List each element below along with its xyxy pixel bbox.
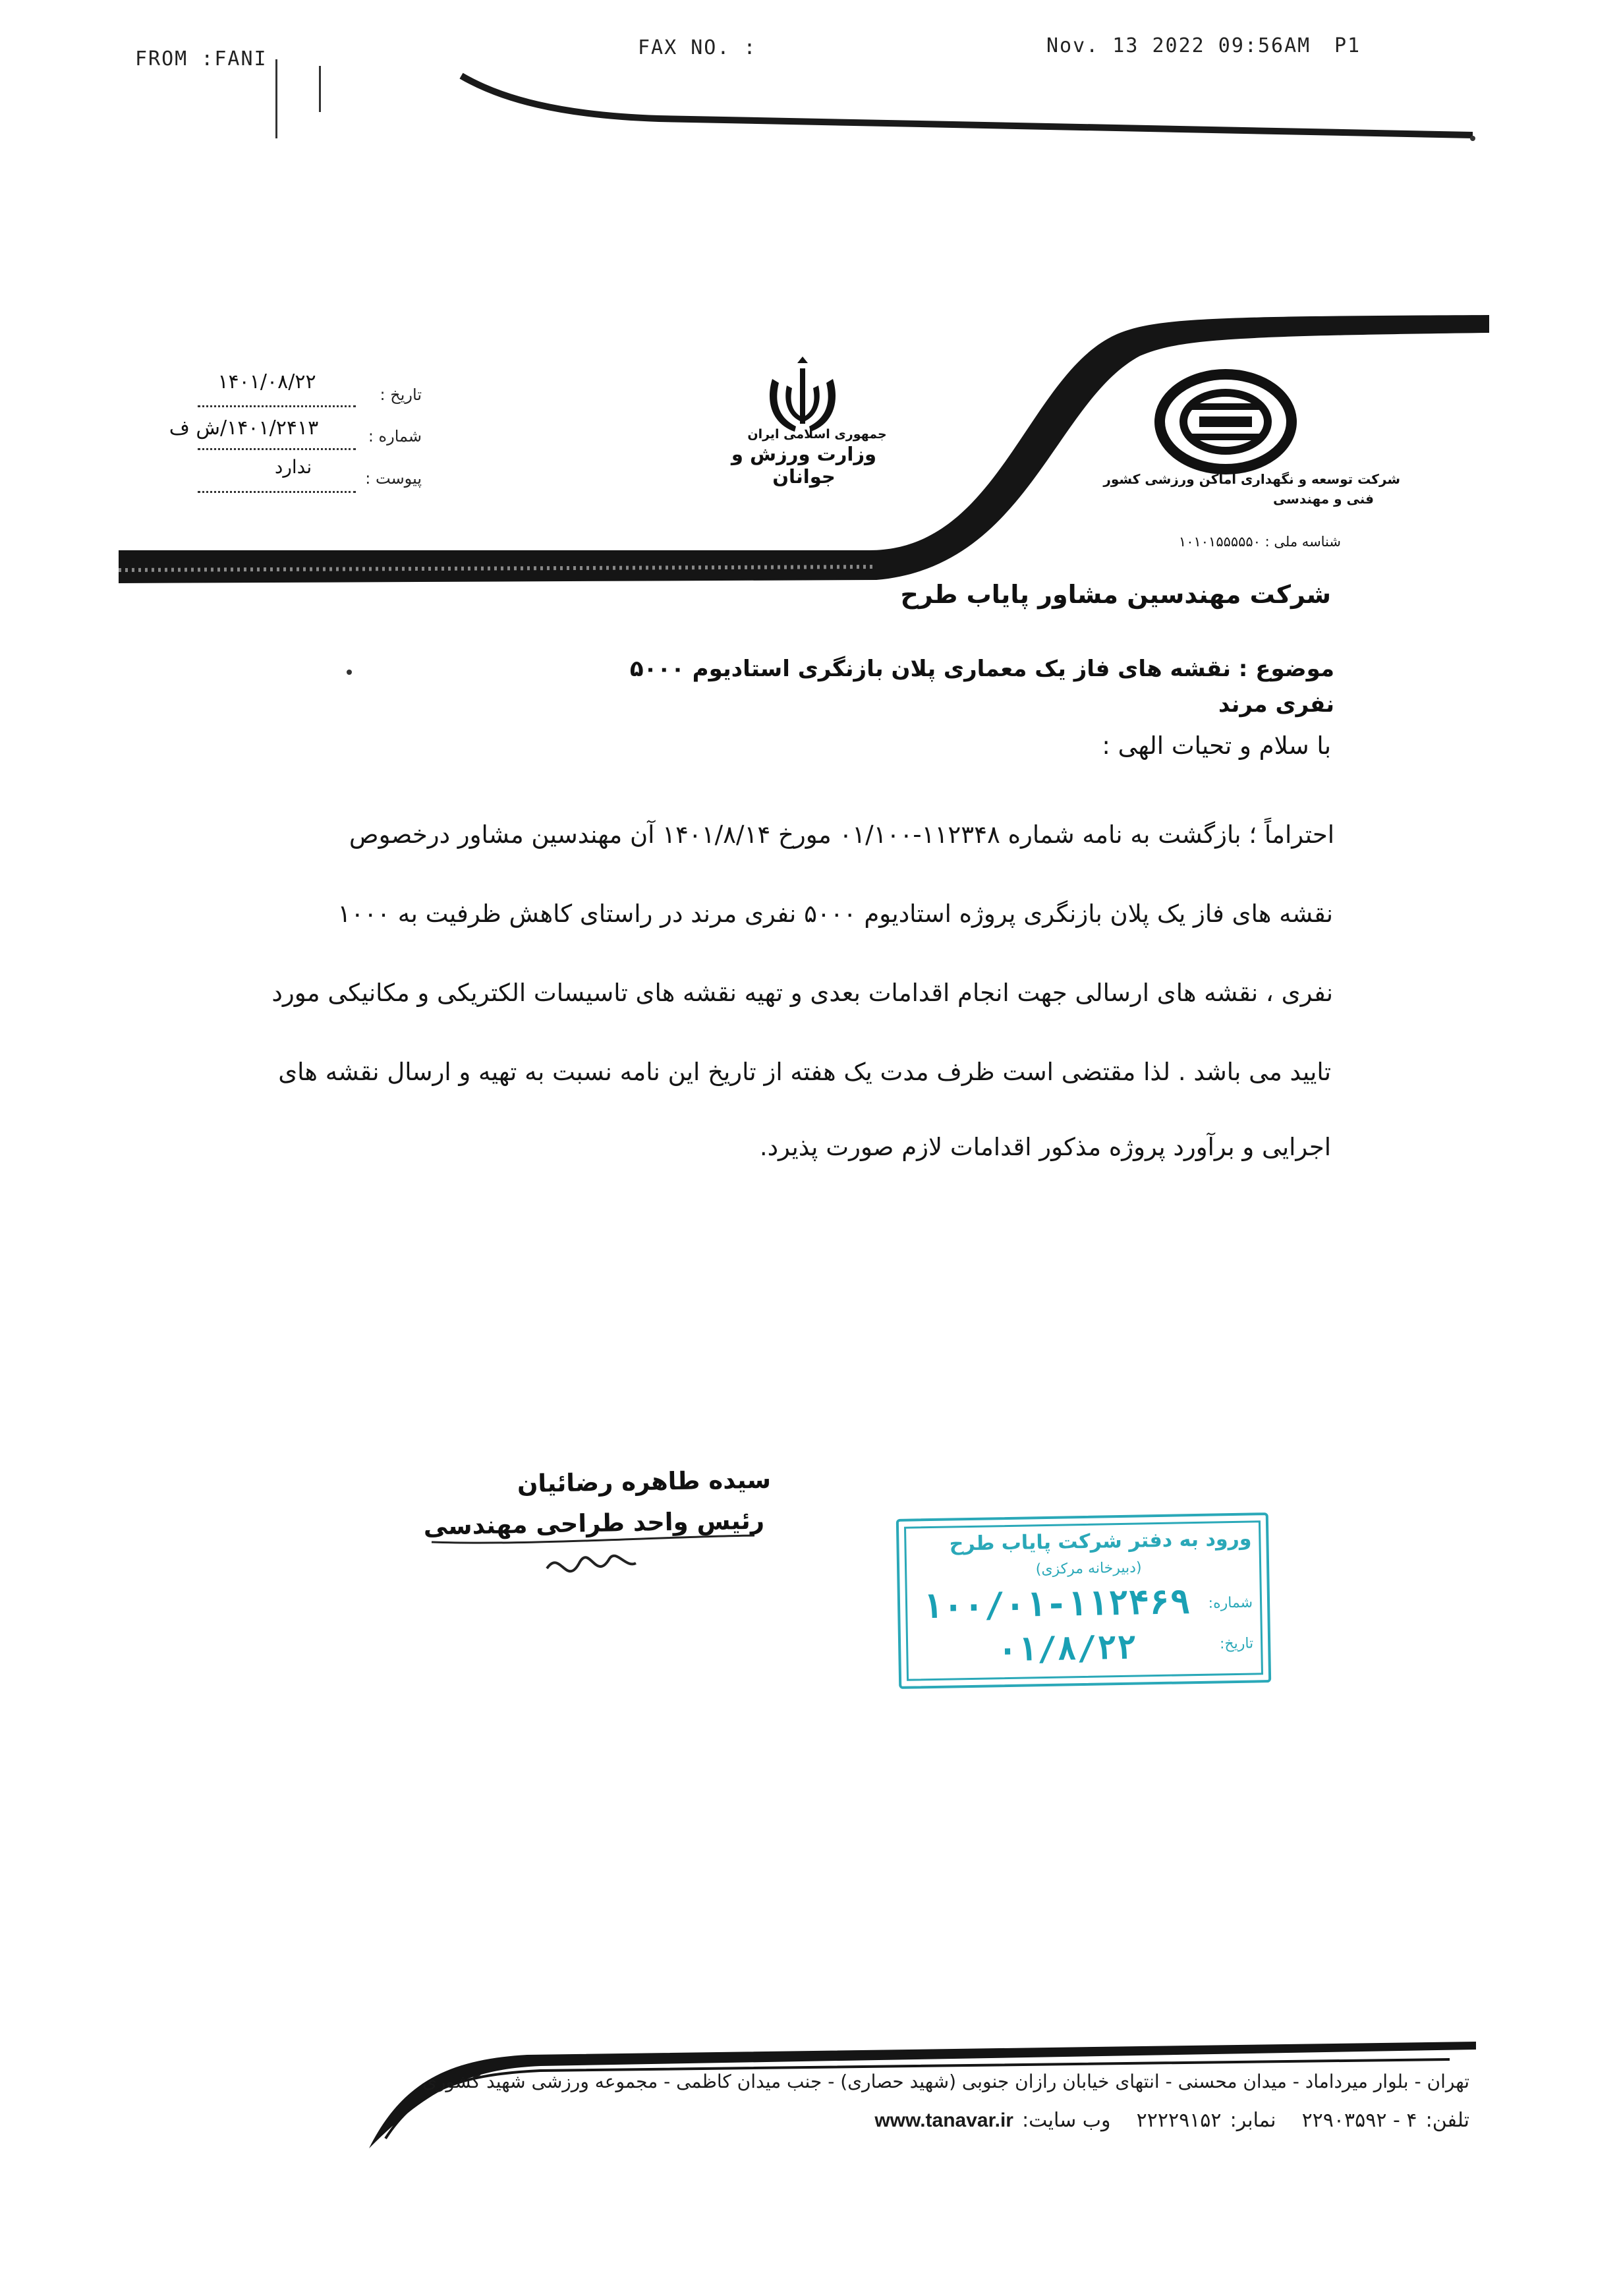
attachment-value: ندارد — [274, 456, 312, 478]
subject: موضوع : نقشه های فاز یک معماری پلان بازنگری استادیوم ۵۰۰۰ نفری مرند — [629, 656, 1334, 718]
body-line: نقشه های فاز یک پلان بازنگری پروژه استادیوم ۵۰۰۰ نفری مرند در راستای کاهش ظرفیت به ۱۰۰۰ — [337, 900, 1333, 928]
stamp-date-value: ۰۱/۸/۲۲ — [997, 1628, 1137, 1669]
ministry-name: وزارت ورزش و جوانان — [731, 443, 877, 488]
body-line: تایید می باشد . لذا مقتضی است ظرف مدت یک هفته از تاریخ این نامه نسبت به تهیه و ارسال نقشه های — [278, 1058, 1331, 1086]
fax-from: FROM :FANI — [135, 47, 268, 71]
fax-label: نمابر: — [1230, 2109, 1276, 2132]
national-id: شناسه ملی : ۱۰۱۰۱۵۵۵۵۵۰ — [1178, 534, 1341, 550]
date-value: ۱۴۰۱/۰۸/۲۲ — [217, 370, 316, 393]
footer-address: تهران - بلوار میرداماد - میدان محسنی - انتهای خیابان رازان جنوبی (شهید حصاری) - جنب میدان کاظمی - مجموعه ورزشی شهید کشوری — [422, 2071, 1469, 2092]
footer-contacts — [593, 2109, 1469, 2138]
stamp-subtitle: (دبیرخانه مرکزی) — [1035, 1559, 1142, 1578]
body-line: اجرایی و برآورد پروژه مذکور اقدامات لازم صورت پذیرد. — [759, 1133, 1331, 1161]
stamp-number-label: شماره: — [1208, 1594, 1253, 1612]
number-label: شماره : — [368, 427, 422, 445]
signer-name: سیده طاهره رضائیان — [517, 1465, 772, 1499]
body-line: نفری ، نقشه های ارسالی جهت انجام اقدامات بعدی و تهیه نقشه های تاسیسات الکتریکی و مکانیکی مورد — [271, 979, 1333, 1007]
attachment-dots — [198, 491, 356, 493]
speckle — [347, 670, 352, 675]
scan-smear — [461, 76, 1473, 135]
signature-scribble — [547, 1556, 636, 1572]
attachment-label: پیوست : — [365, 469, 422, 488]
date-dots — [198, 405, 356, 407]
signer-title: رئیس واحد طراحی مهندسی — [423, 1506, 765, 1541]
fax-number: FAX NO. : — [638, 36, 757, 59]
company-name: شرکت توسعه و نگهداری اماکن ورزشی کشور — [1103, 471, 1400, 487]
fax-date-time: Nov. 13 2022 09:56AM — [1046, 34, 1311, 57]
number-dots — [198, 448, 356, 450]
stamp-date-label: تاریخ: — [1219, 1635, 1254, 1653]
recipient: شرکت مهندسین مشاور پایاب طرح — [900, 580, 1331, 609]
website-label: وب سایت: — [1022, 2109, 1111, 2132]
company-logo-icon — [1160, 374, 1292, 469]
iran-emblem-icon — [770, 357, 836, 432]
speckle — [1470, 136, 1475, 141]
number-value: ۱۴۰۱/۲۴۱۳/ش ف — [169, 416, 319, 440]
stamp-title: ورود به دفتر شرکت پایاب طرح — [949, 1527, 1252, 1556]
greeting: با سلام و تحیات الهی : — [1102, 732, 1331, 760]
body-line: احتراماً ؛ بازگشت به نامه شماره ۱۱۲۳۴۸-۰۱/۱۰۰ مورخ ۱۴۰۱/۸/۱۴ آن مهندسین مشاور درخصوص — [349, 820, 1334, 849]
date-label: تاریخ : — [380, 386, 422, 404]
website-link[interactable]: www.tanavar.ir — [874, 2109, 1013, 2131]
fax-page: P1 — [1334, 34, 1361, 57]
company-department: فنی و مهندسی — [1272, 491, 1374, 507]
phone-value: ۴ - ۲۲۹۰۳۵۹۲ — [1301, 2109, 1417, 2132]
incoming-stamp — [896, 1512, 1271, 1689]
phone-label: تلفن: — [1425, 2109, 1469, 2132]
emblem-caption: جمهوری اسلامی ایران — [747, 427, 887, 442]
stamp-number-value: ۱۰۰/۰۱-۱۱۲۴۶۹ — [922, 1582, 1191, 1627]
fax-value: ۲۲۲۲۹۱۵۲ — [1136, 2109, 1222, 2132]
